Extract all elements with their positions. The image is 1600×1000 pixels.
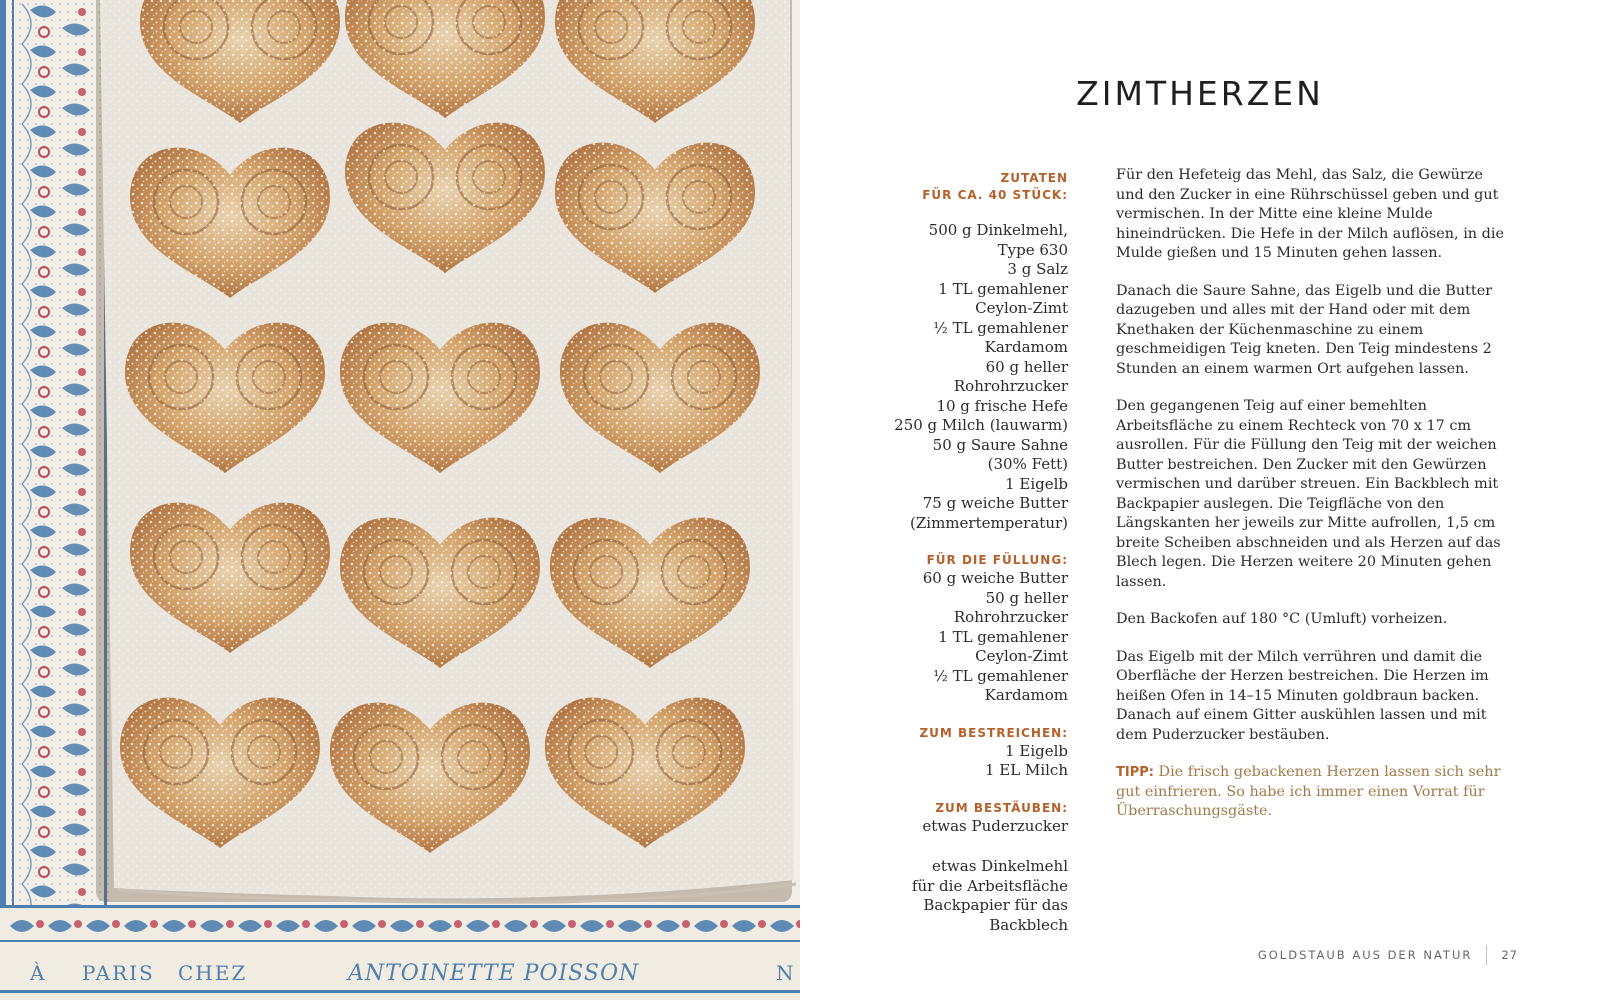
step-2: Danach die Saure Sahne, das Eigelb und die Butter dazugeben und alles mit der Hand oder mit dem Knethaken der Küchenmaschine zu einem geschmeidigen Teig kneten. Den Teig mindestens 2 Stunden an einem warmen Ort aufgehen lassen. bbox=[1116, 282, 1493, 377]
footer-divider bbox=[1486, 945, 1487, 965]
step-4: Den Backofen auf 180 °C (Umluft) vorheizen. bbox=[1116, 611, 1448, 627]
flower-icon bbox=[78, 568, 86, 576]
flower-icon bbox=[78, 608, 86, 616]
ingredient-line: 500 g Dinkelmehl, bbox=[928, 221, 1068, 239]
flower-icon bbox=[78, 408, 86, 416]
flower-icon bbox=[78, 8, 86, 16]
ingredient-line: etwas Dinkelmehl bbox=[932, 857, 1068, 875]
ingredient-line: 1 Eigelb bbox=[1005, 474, 1068, 493]
ingredient-line: ½ TL gemahlener bbox=[933, 666, 1068, 685]
towel-text-n: N bbox=[776, 961, 794, 985]
flower-icon bbox=[78, 448, 86, 456]
towel-text-chez: CHEZ bbox=[178, 961, 248, 985]
flower-icon bbox=[78, 768, 86, 776]
extra-ingredients bbox=[870, 857, 1068, 935]
flower-icon bbox=[530, 920, 538, 928]
ingredient-line: Kardamom bbox=[984, 338, 1068, 356]
flower-icon bbox=[78, 48, 86, 56]
ingredients-yield: FÜR CA. 40 STÜCK: bbox=[922, 188, 1068, 202]
recipe-title: ZIMTHERZEN bbox=[1076, 74, 1324, 113]
brush-heading: ZUM BESTREICHEN: bbox=[919, 725, 1068, 740]
ingredient-line: etwas Puderzucker bbox=[922, 816, 1068, 835]
ingredient-line: (30% Fett) bbox=[987, 455, 1068, 473]
ingredient-line: Kardamom bbox=[984, 686, 1068, 704]
ingredient-line: 3 g Salz bbox=[1007, 260, 1068, 278]
chapter-title: GOLDSTAUB AUS DER NATUR bbox=[1257, 948, 1473, 962]
filling-ingredients bbox=[870, 569, 1068, 706]
flower-icon bbox=[150, 920, 158, 928]
page-footer bbox=[1258, 945, 1518, 965]
flower-icon bbox=[78, 688, 86, 696]
flower-icon bbox=[644, 920, 652, 928]
ingredient-line: Backpapier für das bbox=[923, 896, 1068, 914]
flower-icon bbox=[454, 920, 462, 928]
ingredients-column bbox=[870, 170, 1068, 935]
ingredient-line: 1 EL Milch bbox=[984, 761, 1068, 779]
dust-ingredients bbox=[870, 817, 1068, 837]
flower-icon bbox=[720, 920, 728, 928]
towel-text-paris: PARIS bbox=[82, 961, 155, 985]
flower-icon bbox=[758, 920, 766, 928]
recipe-page bbox=[800, 0, 1600, 1000]
brush-ingredients bbox=[870, 742, 1068, 781]
ingredient-line: 1 TL gemahlener bbox=[938, 279, 1068, 298]
tip bbox=[1116, 763, 1508, 822]
tip-label: TIPP: bbox=[1116, 765, 1154, 780]
step-3: Den gegangenen Teig auf einer bemehlten Arbeitsfläche zu einem Rechteck von 70 x 17 cm ausrollen. Für die Füllung den Teig mit der weichen Butter bestreichen. Den Zucker mit den Gewürzen vermischen und darüber streuen. Ein Backblech mit Backpapier auslegen. Die Teigfläche von den Längskanten her jeweils zur Mitte aufrollen, 1,5 cm breite Scheiben abschneiden und als Herzen auf das Blech legen. Die Herzen weitere 20 Minuten gehen lassen. bbox=[1116, 398, 1501, 590]
flower-icon bbox=[492, 920, 500, 928]
ingredient-line: 10 g frische Hefe bbox=[936, 396, 1068, 415]
ingredient-line: Ceylon-Zimt bbox=[975, 299, 1068, 317]
flower-icon bbox=[78, 808, 86, 816]
dough-ingredients bbox=[870, 221, 1068, 533]
flower-icon bbox=[112, 920, 120, 928]
page-number: 27 bbox=[1501, 948, 1518, 962]
flower-icon bbox=[78, 368, 86, 376]
flower-icon bbox=[188, 920, 196, 928]
ingredient-line: 75 g weiche Butter bbox=[922, 494, 1068, 512]
flower-icon bbox=[78, 288, 86, 296]
step-5: Das Eigelb mit der Milch verrühren und damit die Oberfläche der Herzen bestreichen. Die Herzen im heißen Ofen in 14–15 Minuten goldbraun backen. Danach auf einem Gitter auskühlen lassen und mit dem Puderzucker bestäuben. bbox=[1116, 648, 1489, 743]
flower-icon bbox=[78, 728, 86, 736]
flower-icon bbox=[78, 328, 86, 336]
towel-text-antoinette-poisson: ANTOINETTE POISSON bbox=[348, 961, 640, 986]
flower-icon bbox=[78, 888, 86, 896]
flower-icon bbox=[78, 248, 86, 256]
flower-icon bbox=[78, 848, 86, 856]
ingredient-line: Backblech bbox=[989, 915, 1068, 934]
flower-icon bbox=[264, 920, 272, 928]
ingredient-line: 50 g heller bbox=[985, 588, 1068, 607]
ingredient-line: für die Arbeitsfläche bbox=[911, 876, 1068, 895]
ingredient-line: Rohrohrzucker bbox=[953, 608, 1068, 626]
flower-icon bbox=[36, 920, 44, 928]
ingredient-line: 1 TL gemahlener bbox=[938, 627, 1068, 646]
flower-icon bbox=[226, 920, 234, 928]
ingredient-line: Ceylon-Zimt bbox=[975, 647, 1068, 665]
ingredient-line: 250 g Milch (lauwarm) bbox=[894, 416, 1068, 434]
method-column bbox=[1116, 166, 1508, 840]
flower-icon bbox=[78, 168, 86, 176]
ingredient-line: 60 g weiche Butter bbox=[922, 569, 1068, 587]
flower-icon bbox=[74, 920, 82, 928]
flower-icon bbox=[568, 920, 576, 928]
ingredient-line: ½ TL gemahlener bbox=[933, 318, 1068, 337]
ingredient-line: 60 g heller bbox=[985, 357, 1068, 376]
flower-icon bbox=[78, 648, 86, 656]
flower-icon bbox=[78, 208, 86, 216]
ingredient-line: Type 630 bbox=[997, 240, 1068, 259]
tip-text: Die frisch gebackenen Herzen lassen sich sehr gut einfrieren. So habe ich immer einen Vorrat für Überraschungsgäste. bbox=[1116, 764, 1501, 819]
dust-heading: ZUM BESTÄUBEN: bbox=[935, 800, 1068, 815]
ingredient-line: Rohrohrzucker bbox=[953, 377, 1068, 395]
step-1: Für den Hefeteig das Mehl, das Salz, die Gewürze und den Zucker in eine Rührschüssel geben und gut vermischen. In der Mitte eine kleine Mulde hineindrücken. Die Hefe in der Milch auflösen, in die Mulde gießen und 15 Minuten gehen lassen. bbox=[1116, 167, 1504, 261]
filling-heading: FÜR DIE FÜLLUNG: bbox=[926, 553, 1068, 567]
ingredient-line: 50 g Saure Sahne bbox=[932, 435, 1068, 454]
flower-icon bbox=[682, 920, 690, 928]
flower-icon bbox=[416, 920, 424, 928]
flower-icon bbox=[78, 128, 86, 136]
ingredients-heading: ZUTATEN bbox=[1000, 171, 1068, 185]
flower-icon bbox=[302, 920, 310, 928]
flower-icon bbox=[606, 920, 614, 928]
ingredient-line: (Zimmertemperatur) bbox=[910, 513, 1068, 532]
flower-icon bbox=[340, 920, 348, 928]
flower-icon bbox=[78, 88, 86, 96]
ingredient-line: 1 Eigelb bbox=[1005, 741, 1068, 760]
flower-icon bbox=[78, 528, 86, 536]
flower-icon bbox=[78, 488, 86, 496]
flower-icon bbox=[378, 920, 386, 928]
towel-text-a: À bbox=[30, 961, 45, 985]
